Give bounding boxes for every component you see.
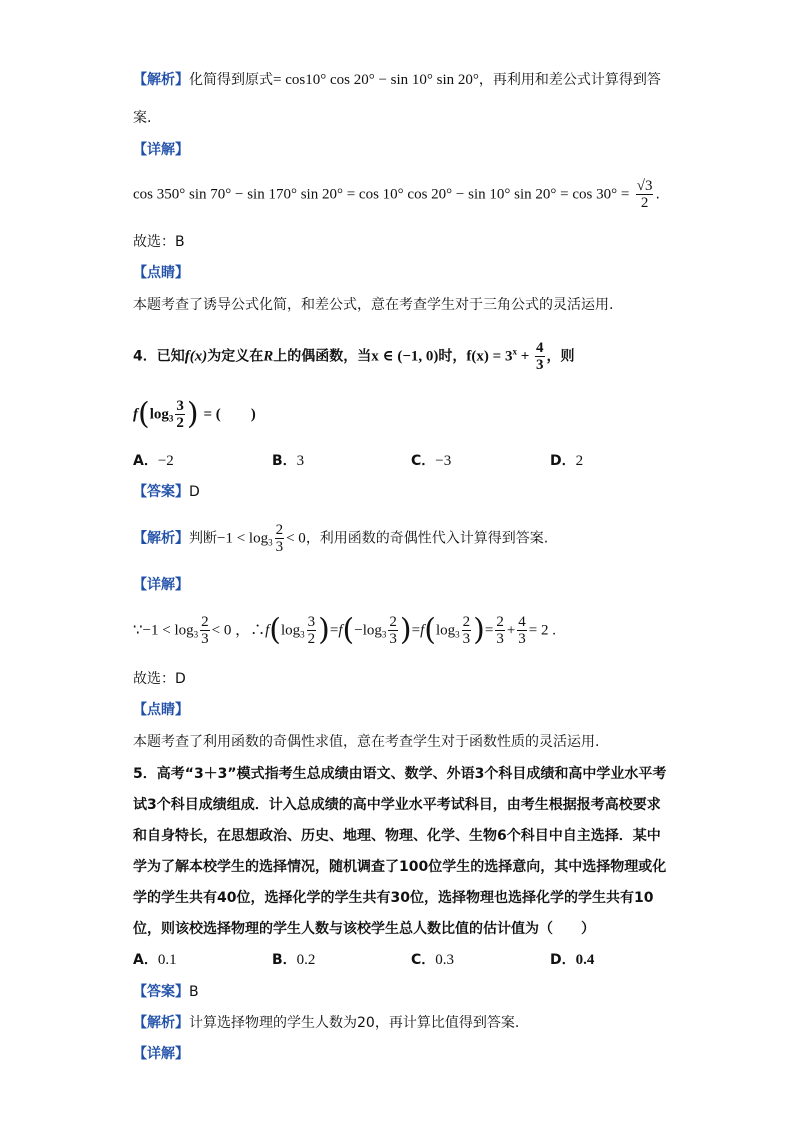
q5-options xyxy=(133,950,689,970)
q4-line2-tail: = ( ) xyxy=(203,406,256,423)
q3-analysis-line xyxy=(133,70,661,90)
q3-detail-fraction xyxy=(636,178,654,211)
q4-detail-formula: ∵−1 < $\log_3$ $\frac{2}{3}$ < 0 ，$\therefore f(\log_3$ $\frac{3}{2}$ )$=f(-\log_3$ $\frac{2}{3}$ )$=f(\log_3$ $\frac{2}{3}$ )= $\frac{2}{3}$ + $\frac{4}{3}$ = 2 . xyxy=(133,612,557,648)
q4-stem-b: 为定义在 xyxy=(207,348,264,365)
q4-answer: D xyxy=(189,484,200,500)
q3-detail-expr: cos 350° sin 70° − sin 170° sin 20° = cos 10° cos 20° − sin 10° sin 20° = cos 30° = xyxy=(133,186,630,203)
option-label: C． xyxy=(411,952,436,968)
option-label: B． xyxy=(272,952,297,968)
q4-stem-c: 上的偶函数，当 xyxy=(273,348,372,365)
frac-denominator: 2 xyxy=(640,195,649,211)
frac-denominator: 2 xyxy=(176,415,184,431)
q4-option-b[interactable] xyxy=(272,451,411,471)
option-value: −2 xyxy=(157,453,174,469)
q4-stem-R: R xyxy=(263,348,274,365)
q5-option-b[interactable] xyxy=(272,950,411,970)
q5-answer-line xyxy=(133,982,199,1002)
option-label: B． xyxy=(272,453,297,469)
option-value: 3 xyxy=(296,453,305,469)
q5-stem-line: 试3个科目成绩组成．计入总成绩的高中学业水平考试科目，由考生根据报考高校要求 xyxy=(133,797,661,813)
q3-detail-formula: cos 350° sin 70° − sin 170° sin 20° = cos 10° cos 20° − sin 10° sin 20° = cos 30° = $\frac{√3}{2}$ . xyxy=(133,178,660,211)
answer-tag: 【答案】 xyxy=(133,484,189,500)
q4-stem-line2: $f(\log_3$ $\frac{3}{2}$ ) = ( ) xyxy=(133,396,256,432)
q5-answer: B xyxy=(189,984,199,1000)
q4-line2-fraction xyxy=(175,398,185,431)
option-label: A． xyxy=(133,453,158,469)
detail-tag: 【详解】 xyxy=(133,1046,189,1062)
option-label: A． xyxy=(133,952,158,968)
q5-analysis: 计算选择物理的学生人数为20，再计算比值得到答案. xyxy=(189,1015,520,1031)
answer-tag: 【答案】 xyxy=(133,984,189,1000)
q5-stem-line: 5．高考“3＋3”模式指考生总成绩由语文、数学、外语3个科目成绩和高中学业水平考 xyxy=(133,766,667,782)
frac-numerator: 4 xyxy=(536,340,544,356)
q4-stem-a: 4．已知 xyxy=(133,348,185,365)
comment-tag: 【点睛】 xyxy=(133,265,189,281)
q4-comment: 本题考查了利用函数的奇偶性求值，意在考查学生对于函数性质的灵活运用. xyxy=(133,734,600,750)
analysis-tag: 【解析】 xyxy=(133,530,189,547)
option-label: D． xyxy=(550,952,576,968)
q4-stem-fraction xyxy=(535,340,545,373)
q4-analysis-line: 【解析】判断$-1 < \log_3$ $\frac{2}{3}$ < 0，利用函数的奇偶性代入计算得到答案. xyxy=(133,522,549,555)
q3-analysis-text-post: ，再利用和差公式计算得到答 xyxy=(478,72,661,88)
q4-line2-log: log xyxy=(149,406,169,423)
q4-analysis-pre: 判断 xyxy=(189,530,217,547)
q3-analysis-wrap: 案. xyxy=(133,110,152,126)
q4-stem-eq: f(x) = 3 xyxy=(466,348,513,365)
q3-comment: 本题考查了诱导公式化简，和差公式，意在考查学生对于三角公式的灵活运用. xyxy=(133,297,614,313)
q3-analysis-text: 化简得到原式 xyxy=(189,72,273,88)
option-label: D． xyxy=(550,453,576,469)
q3-choice: 故选：B xyxy=(133,234,185,250)
option-value: −3 xyxy=(435,453,452,469)
frac-numerator: √3 xyxy=(636,178,653,194)
q4-option-d[interactable] xyxy=(550,451,689,471)
q4-stem-fx: f(x) xyxy=(184,348,208,365)
q4-options xyxy=(133,451,689,471)
q5-stem-line: 学的学生共有40位，选择化学的学生共有30位，选择物理也选择化学的学生共有10 xyxy=(133,890,654,906)
analysis-tag: 【解析】 xyxy=(133,72,189,88)
q4-answer-line xyxy=(133,482,200,502)
q4-analysis-post: ，利用函数的奇偶性代入计算得到答案. xyxy=(305,530,549,547)
q5-option-c[interactable] xyxy=(411,950,550,970)
q5-stem-line: 和自身特长，在思想政治、历史、地理、物理、化学、生物6个科目中自主选择．某中 xyxy=(133,828,661,844)
q4-option-a[interactable] xyxy=(133,451,272,471)
option-value: 0.2 xyxy=(296,952,316,968)
detail-tag: 【详解】 xyxy=(133,142,189,158)
analysis-tag: 【解析】 xyxy=(133,1015,189,1031)
q5-option-a[interactable] xyxy=(133,950,272,970)
frac-denominator: 3 xyxy=(536,357,544,373)
q4-stem-d: 时， xyxy=(438,348,467,365)
option-value: 0.4 xyxy=(575,952,595,968)
detail-tag: 【详解】 xyxy=(133,577,189,593)
q4-stem-e: ，则 xyxy=(546,348,575,365)
q5-stem-line: 位，则该校选择物理的学生人数与该校学生总人数比值的估计值为（ ） xyxy=(133,921,595,937)
q4-choice: 故选：D xyxy=(133,671,186,687)
q5-analysis-line xyxy=(133,1013,519,1033)
option-value: 0.3 xyxy=(435,952,455,968)
q5-stem-line: 学为了解本校学生的选择情况，随机调查了100位学生的选择意向，其中选择物理或化 xyxy=(133,859,667,875)
option-label: C． xyxy=(411,453,436,469)
q5-option-d[interactable] xyxy=(550,950,689,970)
frac-numerator: 3 xyxy=(176,398,184,414)
q4-line2-f: f xyxy=(133,406,138,423)
q4-option-c[interactable] xyxy=(411,451,550,471)
q3-analysis-expr: = cos10° cos 20° − sin 10° sin 20° xyxy=(273,72,479,88)
option-value: 2 xyxy=(575,453,584,469)
comment-tag: 【点睛】 xyxy=(133,702,189,718)
option-value: 0.1 xyxy=(157,952,177,968)
q4-analysis-fraction: $\frac{2}{3}$ xyxy=(275,522,284,555)
q4-stem-line1: 4．已知f(x)为定义在R上的偶函数，当x ∈ (−1, 0)时，$f(x) = 3^x$ + $\frac{4}{3}$ ，则 xyxy=(133,340,575,373)
q4-stem-x: x ∈ (−1, 0) xyxy=(371,348,439,365)
